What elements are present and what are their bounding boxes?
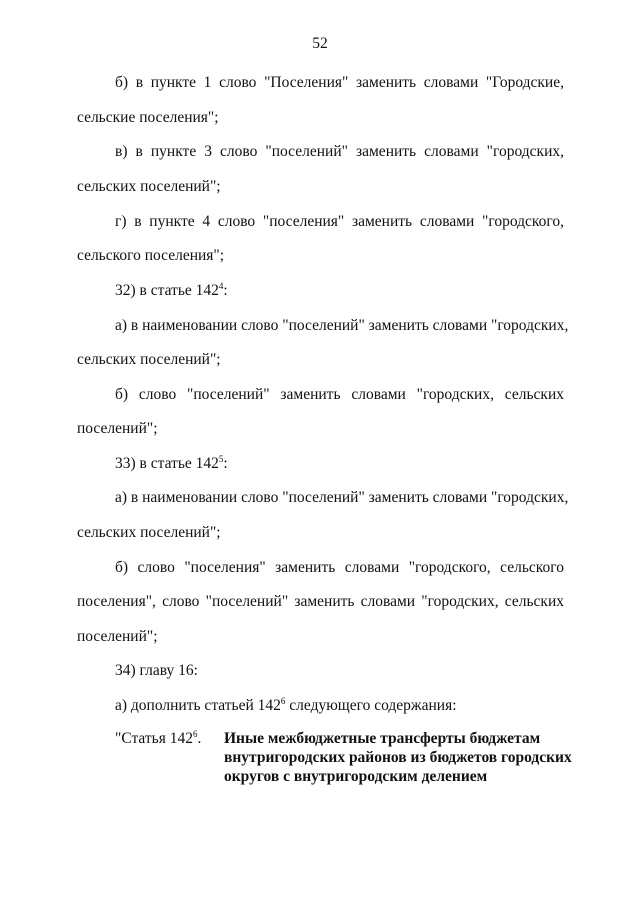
paragraph-a32-line2: сельских поселений"; — [77, 351, 221, 368]
paragraph-b33-line3: поселений"; — [77, 628, 158, 645]
paragraph-a34-text-after: следующего содержания: — [285, 697, 457, 714]
paragraph-a34 — [115, 696, 564, 716]
paragraph-b32-line1: б) слово "поселений" заменить словами "городских, сельских — [115, 386, 564, 403]
paragraph-b33-line1: б) слово "поселения" заменить словами "городского, сельского — [115, 559, 564, 576]
paragraph-33 — [115, 454, 564, 474]
article-title-line3: округов с внутригородским делением — [224, 768, 488, 785]
paragraph-32-superscript: 4 — [218, 281, 224, 291]
article-label-dot: . — [197, 730, 202, 747]
paragraph-32 — [115, 281, 564, 301]
paragraph-a32-line1: а) в наименовании слово "поселений" заменить словами "городских, — [115, 317, 569, 334]
paragraph-v-line1: в) в пункте 3 слово "поселений" заменить словами "городских, — [115, 143, 564, 160]
paragraph-g-line1: г) в пункте 4 слово "поселения" заменить словами "городского, — [115, 213, 564, 230]
paragraph-v-line2: сельских поселений"; — [77, 178, 221, 195]
article-title — [224, 729, 572, 786]
paragraph-a34-text-before: а) дополнить статьей 142 — [115, 697, 281, 714]
paragraph-a33-line1: а) в наименовании слово "поселений" заменить словами "городских, — [115, 489, 569, 506]
article-label — [115, 729, 201, 749]
article-title-line2: внутригородских районов из бюджетов городских — [224, 749, 572, 766]
paragraph-b1-line1: б) в пункте 1 слово "Поселения" заменить словами "Городские, — [115, 74, 564, 91]
paragraph-33-tail: : — [223, 455, 228, 472]
paragraph-a33-line2: сельских поселений"; — [77, 524, 221, 541]
paragraph-34: 34) главу 16: — [115, 662, 198, 679]
paragraph-32-tail: : — [223, 282, 228, 299]
paragraph-32-text: 32) в статье 142 — [115, 282, 219, 299]
article-label-superscript: 6 — [193, 729, 198, 739]
paragraph-33-text: 33) в статье 142 — [115, 455, 219, 472]
article-title-line1: Иные межбюджетные трансферты бюджетам — [224, 730, 541, 747]
paragraph-b33-line2: поселения", слово "поселений" заменить словами "городских, сельских — [77, 593, 564, 610]
paragraph-b32-line2: поселений"; — [77, 420, 158, 437]
article-label-text: "Статья 142 — [115, 730, 193, 747]
paragraph-33-superscript: 5 — [218, 454, 224, 464]
page-number: 52 — [312, 35, 328, 52]
paragraph-b1-line2: сельские поселения"; — [77, 109, 219, 126]
paragraph-a34-superscript: 6 — [280, 696, 286, 706]
paragraph-g-line2: сельского поселения"; — [77, 247, 225, 264]
